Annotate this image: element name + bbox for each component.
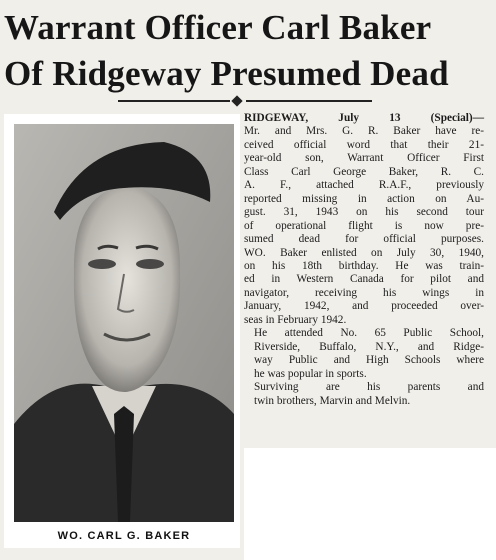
article-line: Mr. and Mrs. G. R. Baker have re- [244, 125, 484, 138]
article-line: Riverside, Buffalo, N.Y., and Ridge- [254, 340, 484, 353]
article-line: A. F., attached R.A.F., previously [244, 179, 484, 192]
portrait-image [14, 124, 234, 522]
article-line: January, 1942, and proceeded over- [244, 300, 484, 313]
article-line: ed in Western Canada for pilot and [244, 273, 484, 286]
article-line: RIDGEWAY, July 13 (Special)— [244, 112, 484, 124]
headline-rule-left [118, 100, 230, 102]
headline-line-2: Of Ridgeway Presumed Dead [4, 54, 449, 93]
article-line: gust. 31, 1943 on his second tour [244, 206, 484, 219]
blank-area [244, 448, 496, 560]
article-line: twin brothers, Marvin and Melvin. [254, 394, 411, 407]
article-line: Surviving are his parents and [254, 381, 484, 394]
headline-rule-right [246, 100, 372, 102]
article-line: ceived official word that their 21- [244, 138, 484, 151]
photo-caption: WO. CARL G. BAKER [57, 530, 191, 542]
article-line: of operational flight is now pre- [244, 219, 484, 232]
headline-line-1: Warrant Officer Carl Baker [4, 8, 432, 47]
article-line: navigator, receiving his wings in [244, 286, 484, 299]
article-line: sumed dead for official purposes. [244, 233, 484, 246]
article-line: He attended No. 65 Public School, [254, 327, 484, 340]
article-line: year-old son, Warrant Officer First [244, 152, 484, 165]
article-line: Class Carl George Baker, R. C. [244, 165, 484, 178]
article-line: way Public and High Schools where [254, 354, 484, 367]
article-line: on his 18th birthday. He was train- [244, 259, 484, 272]
article-paragraph-1 [244, 112, 484, 327]
article-line: seas in February 1942. [244, 313, 347, 326]
article-line: he was popular in sports. [254, 367, 367, 380]
article-line: WO. Baker enlisted on July 30, 1940, [244, 246, 484, 259]
article-body [244, 112, 484, 408]
article-paragraph-3 [244, 381, 484, 408]
portrait-photo [14, 124, 234, 522]
article-line: reported missing in action on Au- [244, 192, 484, 205]
article-paragraph-2 [244, 327, 484, 381]
